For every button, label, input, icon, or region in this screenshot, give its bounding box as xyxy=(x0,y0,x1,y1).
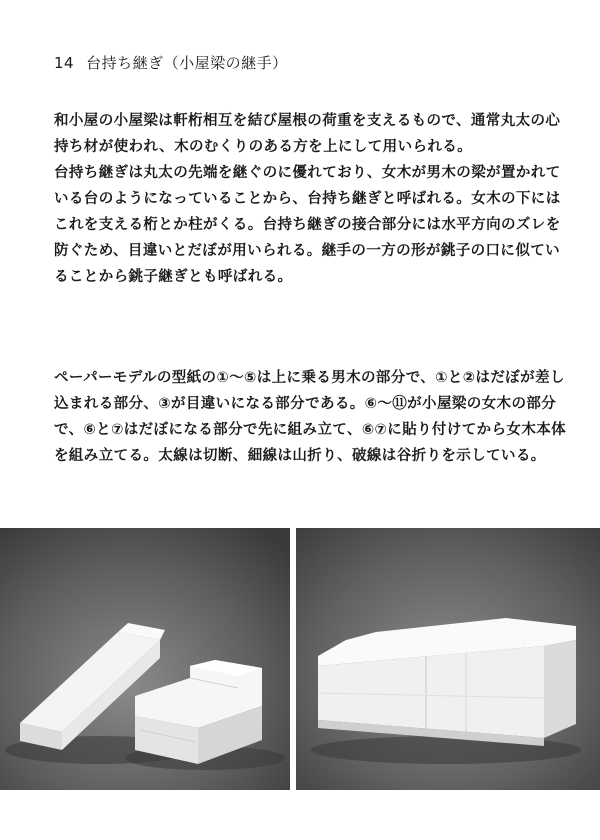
body-paragraph-joint-description: 和小屋の小屋梁は軒桁相互を結び屋根の荷重を支えるもので、通常丸太の心持ち材が使われ、木のむくりのある方を上にして用いられる。 台持ち継ぎは丸太の先端を継ぐのに優れており、女木が男木の梁が置かれている台のようになっていることから、台持ち継ぎと呼ばれる。女木の下にはこれを支える桁とか柱がくる。台持ち継ぎの接合部分には水平方向のズレを防ぐため、目違いとだぼが用いられる。継手の一方の形が銚子の口に似ていることから銚子継ぎとも呼ばれる。 xyxy=(54,113,561,285)
section-heading xyxy=(54,52,288,73)
body-paragraph-paper-model-instructions: ペーパーモデルの型紙の①〜⑤は上に乗る男木の部分で、①と②はだぼが差し込まれる部分、③が目違いになる部分である。⑥〜⑪が小屋梁の女木の部分で、⑥と⑦はだぼになる部分で先に組み立て、⑥⑦に貼り付けてから女木本体を組み立てる。太線は切断、細線は山折り、破線は谷折りを示している。 xyxy=(54,370,567,464)
paper-model-pieces-separated-image xyxy=(0,528,290,790)
photo-joint-assembled xyxy=(296,528,600,790)
section-title: 台持ち継ぎ（小屋梁の継手） xyxy=(86,54,288,72)
section-number: 14 xyxy=(54,54,75,72)
paper-model-joint-assembled-image xyxy=(296,528,600,790)
photo-joint-disassembled xyxy=(0,528,290,790)
